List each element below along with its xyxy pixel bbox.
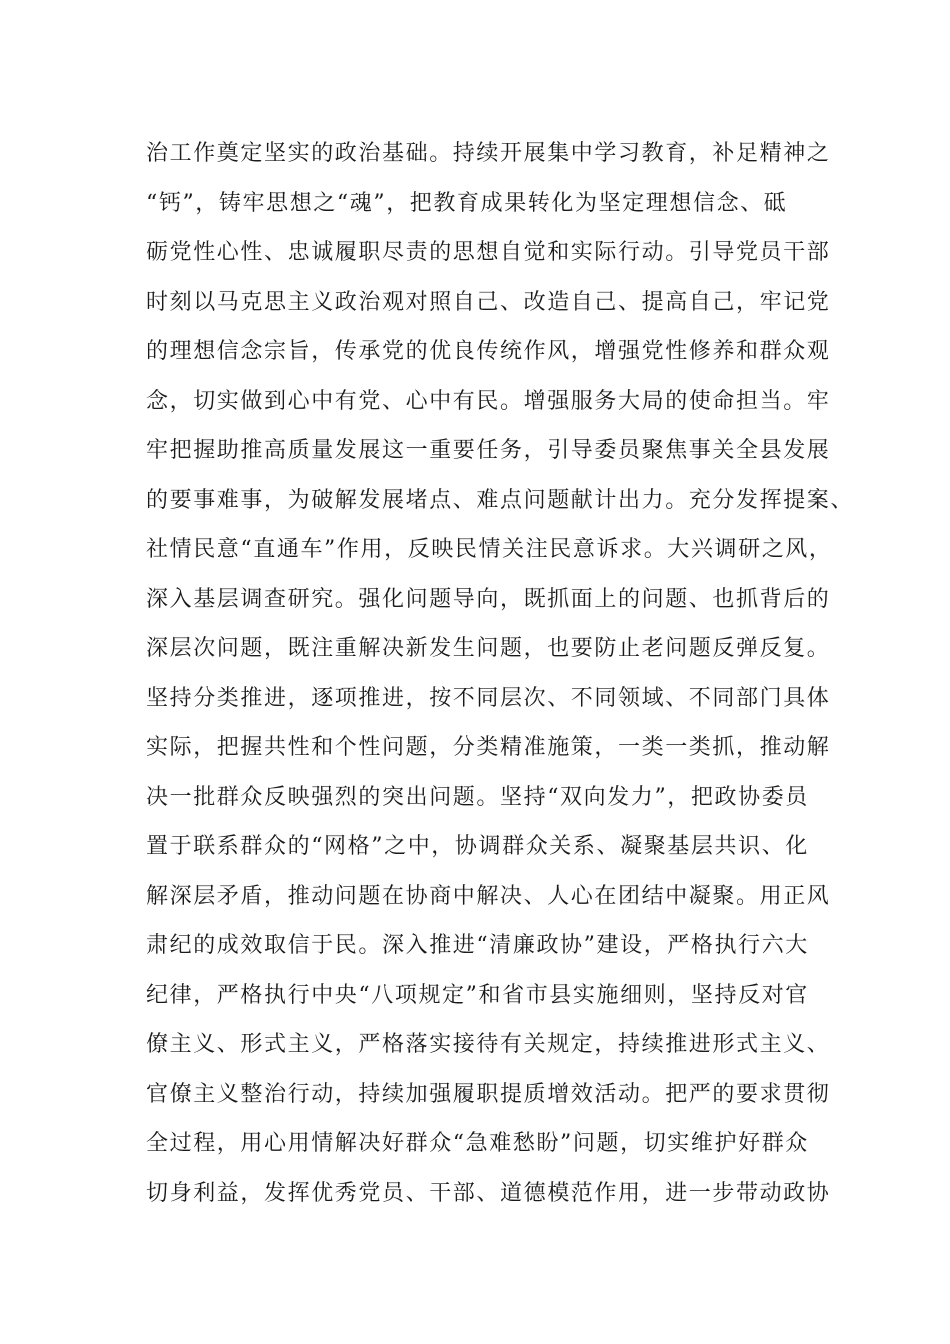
text-line: 决一批群众反映强烈的突出问题。坚持“双向发力”，把政协委员 xyxy=(146,784,809,810)
text-line: 念，切实做到心中有党、心中有民。增强服务大局的使命担当。牢 xyxy=(146,388,831,414)
text-line: 砺党性心性、忠诚履职尽责的思想自觉和实际行动。引导党员干部 xyxy=(146,240,831,265)
text-line: 深层次问题，既注重解决新发生问题，也要防止老问题反弹反复。 xyxy=(146,636,831,661)
text-line: 官僚主义整治行动，持续加强履职提质增效活动。把严的要求贯彻 xyxy=(146,1081,831,1107)
text-line: 纪律，严格执行中央“八项规定”和省市县实施细则，坚持反对官 xyxy=(146,982,809,1008)
text-line: 全过程，用心用情解决好群众“急难愁盼”问题，切实维护好群众 xyxy=(146,1131,809,1156)
text-line: 的要事难事，为破解发展堵点、难点问题献计出力。充分发挥提案、 xyxy=(146,487,855,513)
text-line: 牢把握助推高质量发展这一重要任务，引导委员聚焦事关全县发展 xyxy=(146,438,831,463)
text-line: “钙”，铸牢思想之“魂”，把教育成果转化为坚定理想信念、砥 xyxy=(146,190,788,216)
body-text xyxy=(146,129,855,1218)
text-line: 时刻以马克思主义政治观对照自己、改造自己、提高自己，牢记党 xyxy=(146,289,831,315)
text-line: 实际，把握共性和个性问题，分类精准施策，一类一类抓，推动解 xyxy=(146,735,831,760)
text-line: 的理想信念宗旨，传承党的优良传统作风，增强党性修养和群众观 xyxy=(146,339,831,364)
text-line: 社情民意“直通车”作用，反映民情关注民意诉求。大兴调研之风， xyxy=(146,537,833,562)
text-line: 坚持分类推进，逐项推进，按不同层次、不同领域、不同部门具体 xyxy=(146,685,831,711)
text-line: 切身利益，发挥优秀党员、干部、道德模范作用，进一步带动政协 xyxy=(146,1180,831,1206)
text-line: 僚主义、形式主义，严格落实接待有关规定，持续推进形式主义、 xyxy=(146,1032,831,1057)
text-line: 肃纪的成效取信于民。深入推进“清廉政协”建设，严格执行六大 xyxy=(146,933,809,958)
text-line: 置于联系群众的“网格”之中，协调群众关系、凝聚基层共识、化 xyxy=(146,834,809,859)
text-line: 治工作奠定坚实的政治基础。持续开展集中学习教育，补足精神之 xyxy=(146,141,831,166)
text-line: 解深层矛盾，推动问题在协商中解决、人心在团结中凝聚。用正风 xyxy=(146,883,831,909)
text-line: 深入基层调查研究。强化问题导向，既抓面上的问题、也抓背后的 xyxy=(146,586,831,612)
